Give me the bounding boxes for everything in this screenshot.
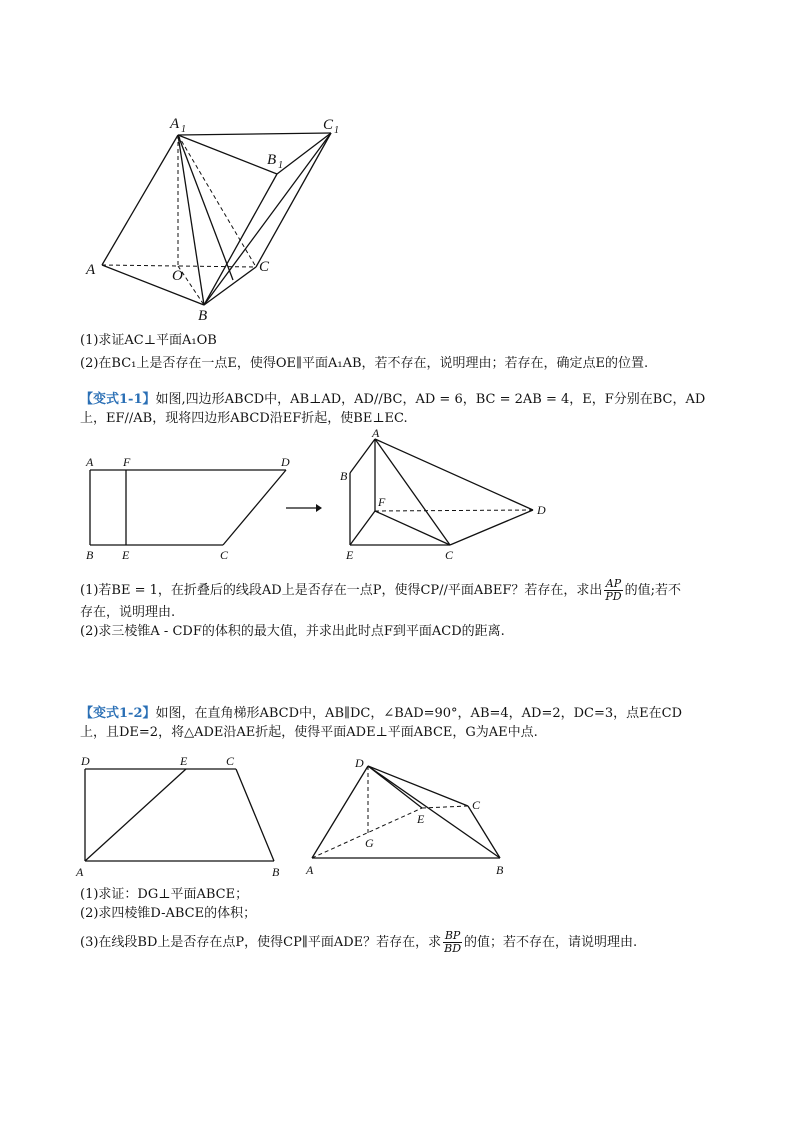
variant1-q1-line2: 存在，说明理由.	[80, 605, 176, 620]
v1-fold-A: A	[372, 426, 380, 440]
v2-fold-B: B	[496, 863, 504, 877]
variant1-q2: (2)求三棱锥A - CDF的体积的最大值，并求出此时点F到平面ACD的距离.	[80, 624, 505, 639]
problem1-q2: (2)在BC₁上是否存在一点E，使得OE∥平面A₁AB，若不存在，说明理由；若存在，确定点E的位置.	[80, 356, 649, 371]
variant1-text1: 如图,四边形ABCD中，AB⊥AD，AD//BC，AD = 6，BC = 2AB = 4，E，F分别在BC，AD	[155, 392, 706, 407]
v1-flat-F: F	[123, 455, 131, 469]
v2-fold-D: D	[355, 756, 364, 770]
v1-flat-D: D	[281, 455, 290, 469]
figure-prism	[80, 112, 350, 327]
label-C1-sub: 1	[334, 125, 339, 136]
v1-fold-E: E	[346, 548, 354, 562]
fraction-BP-BD	[443, 930, 462, 955]
label-B1: B	[267, 152, 277, 168]
label-A1-sub: 1	[181, 124, 186, 135]
label-B: B	[198, 308, 208, 324]
v2-fold-C: C	[472, 798, 481, 812]
variant2-line2: 上，且DE=2，将△ADE沿AE折起，使得平面ADE⊥平面ABCE，G为AE中点.	[80, 725, 538, 740]
v1-flat-B: B	[86, 548, 94, 562]
variant2-text1: 如图，在直角梯形ABCD中，AB∥DC，∠BAD=90°，AB=4，AD=2，DC=3，点E在CD	[155, 706, 683, 721]
v1-flat-E: E	[122, 548, 130, 562]
v2-flat-B: B	[272, 865, 280, 879]
frac-den: BD	[444, 942, 462, 955]
variant2-q3-text: (3)在线段BD上是否存在点P，使得CP∥平面ADE？若存在，求	[80, 935, 442, 950]
v1-flat-C: C	[220, 548, 229, 562]
v2-fold-G: G	[365, 836, 374, 850]
variant2-q3-tail: 的值；若不存在，请说明理由.	[464, 935, 638, 950]
variant1-line2: 上，EF//AB，现将四边形ABCD沿EF折起，使BE⊥EC.	[80, 411, 408, 426]
variant1-line1	[80, 391, 705, 409]
label-O: O	[172, 268, 183, 284]
variant2-title: 【变式1-2】	[80, 706, 156, 721]
label-C1: C	[323, 117, 334, 133]
v2-flat-D: D	[81, 754, 90, 768]
v2-flat-A: A	[76, 865, 84, 879]
v1-fold-B: B	[340, 469, 348, 483]
v1-fold-D: D	[537, 503, 546, 517]
label-A: A	[86, 262, 96, 278]
fraction-AP-PD	[604, 578, 622, 603]
frac-num: AP	[605, 577, 622, 590]
variant1-title: 【变式1-1】	[80, 392, 156, 407]
figure-variant1-folded	[335, 425, 560, 565]
label-A1: A	[170, 116, 180, 132]
v1-fold-F: F	[378, 495, 386, 509]
figure-variant1-flat	[78, 450, 298, 565]
arrow-icon	[284, 500, 324, 516]
frac-num: BP	[444, 929, 461, 942]
v2-fold-E: E	[417, 812, 425, 826]
v2-flat-C: C	[226, 754, 235, 768]
v2-fold-A: A	[306, 863, 314, 877]
figure-variant2-folded	[300, 752, 515, 882]
variant2-q2: (2)求四棱锥D-ABCE的体积；	[80, 906, 257, 921]
problem1-q1: (1)求证AC⊥平面A₁OB	[80, 333, 217, 348]
label-C: C	[259, 259, 270, 275]
variant1-q1-line1	[80, 578, 681, 603]
frac-den: PD	[605, 590, 622, 603]
v2-flat-E: E	[180, 754, 188, 768]
variant1-q1-tail: 的值;若不	[624, 583, 681, 598]
v1-fold-C: C	[445, 548, 454, 562]
variant2-q1: (1)求证：DG⊥平面ABCE；	[80, 887, 249, 902]
v1-flat-A: A	[86, 455, 94, 469]
variant1-q1-text: (1)若BE = 1，在折叠后的线段AD上是否存在一点P，使得CP//平面ABEF？若存在，求出	[80, 583, 603, 598]
label-B1-sub: 1	[278, 160, 283, 171]
variant2-q3	[80, 930, 637, 955]
variant2-line1	[80, 705, 682, 723]
figure-variant2-flat	[74, 752, 289, 880]
